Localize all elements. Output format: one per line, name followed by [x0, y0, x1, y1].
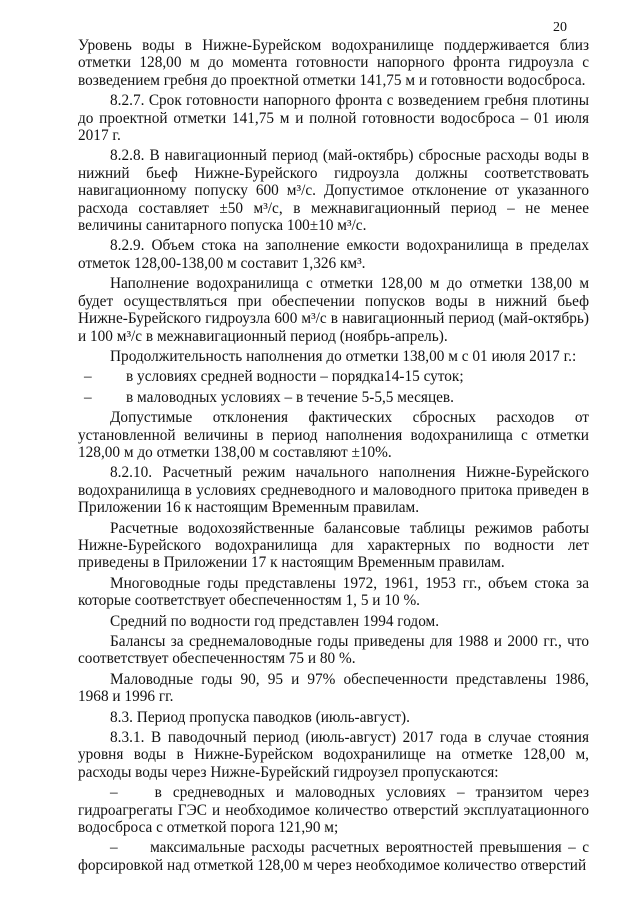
section-heading-8-3: 8.3. Период пропуска паводков (июль-август). — [110, 708, 410, 726]
paragraph: Расчетные водохозяйственные балансовые таблицы режимов работы Нижне-Бурейского водохранилища для характерных по водности лет приведены в Приложении 17 к настоящим Временным правилам. — [78, 519, 589, 572]
paragraph: Уровень воды в Нижне-Бурейском водохранилище поддерживается близ отметки 128,00 м до момента готовности напорного фронта гидроузла с возведением гребня до проектной отметки 141,75 м и готовности водосброса. — [78, 37, 589, 89]
list-item — [78, 839, 589, 874]
page-number: 20 — [553, 20, 567, 35]
paragraph: Маловодные годы 90, 95 и 97% обеспеченности представлены 1986, 1968 и 1996 гг. — [78, 670, 589, 706]
paragraph: Многоводные годы представлены 1972, 1961, 1953 гг., объем стока за которые соответствует обеспеченностям 1, 5 и 10 %. — [78, 574, 589, 610]
dash-marker: – — [84, 388, 92, 406]
paragraph: Продолжительность наполнения до отметки 138,00 м с 01 июля 2017 г.: — [110, 347, 577, 365]
list-item-text: в условиях средней водности – порядка14-15 суток; — [126, 368, 464, 386]
clause-8-2-10: 8.2.10. Расчетный режим начального наполнения Нижне-Бурейского водохранилища в условиях средневодного и маловодного притока приведен в Приложении 16 к настоящим Временным правилам. — [78, 464, 589, 517]
list-item — [78, 784, 589, 836]
list-item-text: максимальные расходы расчетных вероятностей превышения – с форсировкой над отметкой 128,00 м через необходимое количество отверстий — [78, 839, 589, 874]
clause-8-2-9: 8.2.9. Объем стока на заполнение емкости водохранилища в пределах отметок 128,00-138,00 м составит 1,326 км³. — [78, 237, 589, 272]
paragraph: Допустимые отклонения фактических сбросных расходов от установленной величины в период наполнения водохранилища с отметки 128,00 м до отметки 138,00 м составляют ±10%. — [78, 409, 589, 461]
list-item-text: в маловодных условиях – в течение 5-5,5 месяцев. — [126, 388, 454, 406]
paragraph: Наполнение водохранилища с отметки 128,00 м до отметки 138,00 м будет осуществляться при обеспечении попусков воды в нижний бьеф Нижне-Бурейского гидроузла 600 м³/с в навигационный период (май-октябрь) и 100 м³/с в межнавигационный период (ноябрь-апрель). — [78, 275, 589, 345]
dash-marker: – — [110, 839, 118, 857]
dash-marker: – — [110, 784, 118, 802]
list-item — [78, 389, 589, 406]
paragraph: Средний по водности год представлен 1994 годом. — [110, 612, 440, 630]
clause-8-2-8: 8.2.8. В навигационный период (май-октябрь) сбросные расходы воды в нижний бьеф Нижне-Бурейского гидроузла должны соответствовать навигационному попуску 600 м³/с. Допустимое отклонение от указанного расхода составляет ±50 м³/с, в межнавигационный период – не менее величины санитарного попуска 100±10 м³/с. — [78, 147, 589, 235]
dash-marker: – — [84, 368, 92, 386]
list-item — [78, 368, 589, 385]
document-body — [78, 37, 589, 877]
clause-8-2-7: 8.2.7. Срок готовности напорного фронта с возведением гребня плотины до проектной отметки 141,75 м и полной готовности водосброса – 01 июля 2017 г. — [78, 92, 589, 145]
paragraph: Балансы за среднемаловодные годы приведены для 1988 и 2000 гг., что соответствует обеспеченностям 75 и 80 %. — [78, 633, 589, 668]
clause-8-3-1: 8.3.1. В паводочный период (июль-август) 2017 года в случае стояния уровня воды в Нижне-Бурейском водохранилище на отметке 128,00 м, расходы воды через Нижне-Бурейский гидроузел пропускаются: — [78, 729, 589, 781]
list-item-text: в средневодных и маловодных условиях – транзитом через гидроагрегаты ГЭС и необходимое количество отверстий эксплуатационного водосброса с отметкой порога 121,90 м; — [78, 784, 589, 837]
